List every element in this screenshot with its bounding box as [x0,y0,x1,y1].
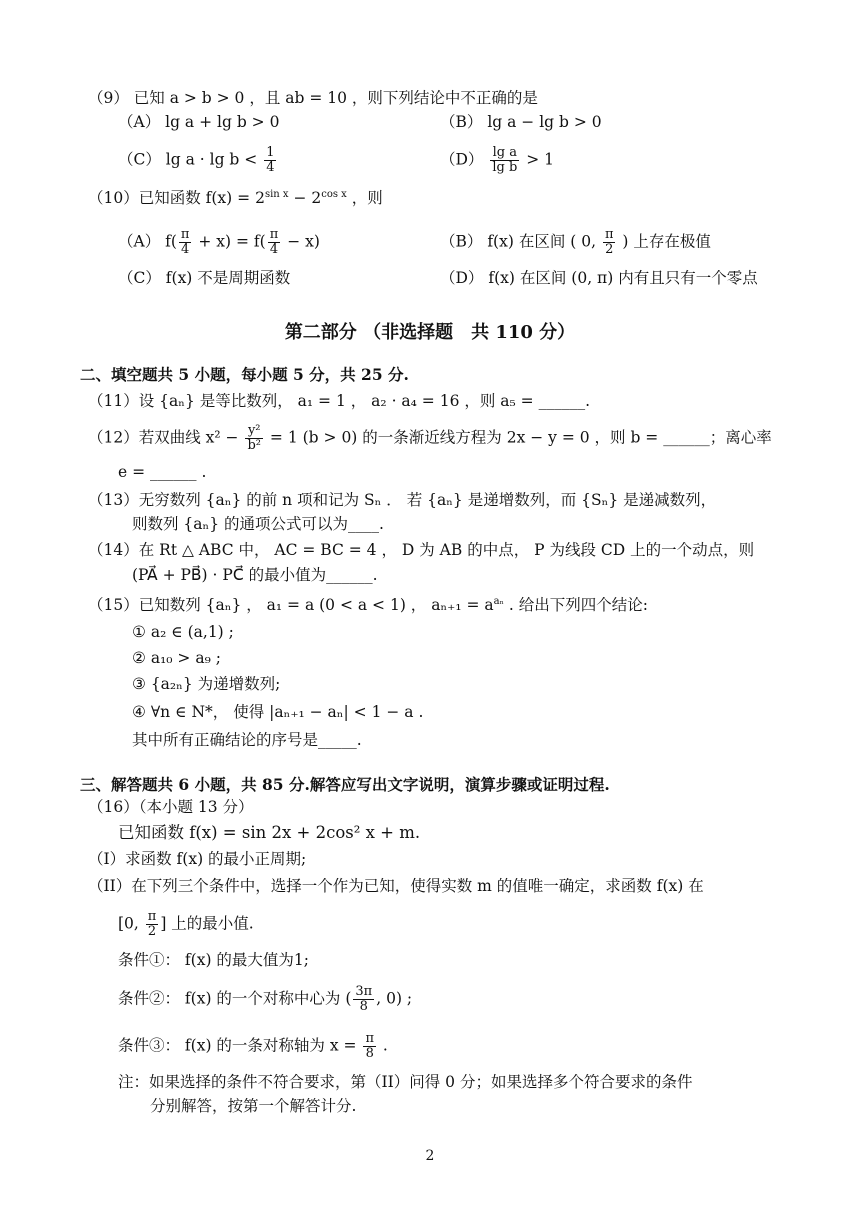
q9-option-c-text: （C） lg a · lg b < [118,150,263,169]
fraction: $\frac{\text{y²}}{\text{b²}}$ [247,423,261,453]
q14-line2: (PA⃗ + PB⃗) · PC⃗ 的最小值为______. [132,566,378,584]
q16-note-line1: 注：如果选择的条件不符合要求，第（II）问得 0 分；如果选择多个符合要求的条件 [118,1073,693,1091]
q9-stem: （9） 已知 a > b > 0 ，且 ab = 10 ，则下列结论中不正确的是 [88,89,538,107]
q10-option-a: （A） f( $\frac{\pi}{4}$ + x) = f( $\frac{\pi}{4}$ − x) [118,227,320,257]
fraction: $\frac{\pi}{4}$ [180,227,190,257]
q15-ask: 其中所有正确结论的序号是_____. [132,731,362,749]
q16-condition-1: 条件①： f(x) 的最大值为1; [118,951,310,969]
q10-option-c: （C） f(x) 不是周期函数 [118,269,291,287]
part2-heading: 第二部分 （非选择题 共 110 分） [284,322,576,343]
q15-conclusion-3: ③ {a₂ₙ} 为递增数列; [132,675,281,693]
q16-head: （16）（本小题 13 分） [88,798,254,816]
page-number: 2 [425,1148,435,1164]
q10-stem: （10）已知函数 $f(x) = 2^{sin x} - 2^{cos x}$ ，则 [88,188,383,207]
q16-condition-3: 条件③： f(x) 的一条对称轴为 x = $\frac{\pi}{8}$ . [118,1031,388,1061]
q9-option-d: （D） $\frac{\text{lg a}}{\text{lg b}}$ > 1 [440,145,554,175]
section3-title: 三、解答题共 6 小题，共 85 分.解答应写出文字说明，演算步骤或证明过程. [80,775,610,794]
q16-condition-2: 条件②： f(x) 的一个对称中心为 ( $\frac{3\pi}{8}$ , 0) ; [118,984,413,1014]
q15-stem: （15）已知数列 {aₙ} ， a₁ = a (0 < a < 1) ， $a_{n+1} = a^{a_n}$ . 给出下列四个结论: [88,595,648,614]
fraction: $\frac{\pi}{4}$ [269,227,279,257]
q16-part2-interval: [0, $\frac{\pi}{2}$ ] 上的最小值. [118,909,254,939]
q12-line2: e = ______ . [118,463,207,481]
q11: （11）设 {aₙ} 是等比数列， a₁ = 1 ， a₂ · a₄ = 16 ，则 a₅ = ______. [88,392,591,410]
fraction: $\frac{\text{lg a}}{\text{lg b}}$ [492,145,518,175]
q16-part1: （I）求函数 f(x) 的最小正周期; [88,850,307,868]
fraction: $\frac{\pi}{8}$ [365,1031,374,1061]
fraction: $\frac{\pi}{2}$ [604,227,614,257]
fraction: $\frac{\pi}{2}$ [147,909,157,939]
q10-option-b: （B） f(x) 在区间 ( 0, $\frac{\pi}{2}$ ) 上存在极值 [440,227,711,257]
q12-line1: （12）若双曲线 x² − $\frac{\text{y²}}{\text{b²}}$ = 1 (b > 0) 的一条渐近线方程为 2x − y = 0 ，则 b = ______；离心率 [88,423,772,453]
fraction: $\frac{1}{4}$ [266,145,275,175]
q15-conclusion-2: ② a₁₀ > a₉ ; [132,649,221,667]
q9-option-a: （A） lg a + lg b > 0 [118,113,280,131]
q14-line1: （14）在 Rt △ ABC 中， AC = BC = 4 ， D 为 AB 的中点， P 为线段 CD 上的一个动点，则 [88,541,755,559]
q10-option-d: （D） f(x) 在区间 (0, π) 内有且只有一个零点 [440,269,758,287]
q9-option-b: （B） lg a − lg b > 0 [440,113,602,131]
q16-part2: （II）在下列三个条件中，选择一个作为已知，使得实数 m 的值唯一确定，求函数 f(x) 在 [88,877,704,895]
q13-line2: 则数列 {aₙ} 的通项公式可以为____. [132,515,384,533]
q15-conclusion-1: ① a₂ ∈ (a,1) ; [132,623,234,641]
q16-function: 已知函数 f(x) = sin 2x + 2cos² x + m. [118,823,421,842]
q13-line1: （13）无穷数列 {aₙ} 的前 n 项和记为 Sₙ ． 若 {aₙ} 是递增数列，而 {Sₙ} 是递减数列， [88,491,717,509]
q16-note-line2: 分别解答，按第一个解答计分. [150,1097,357,1115]
fraction: $\frac{3\pi}{8}$ [355,984,373,1014]
q15-conclusion-4: ④ ∀n ∈ N*， 使得 |aₙ₊₁ − aₙ| < 1 − a . [132,703,424,721]
q9-option-c [118,146,278,175]
section2-title: 二、填空题共 5 小题，每小题 5 分，共 25 分. [80,365,409,384]
